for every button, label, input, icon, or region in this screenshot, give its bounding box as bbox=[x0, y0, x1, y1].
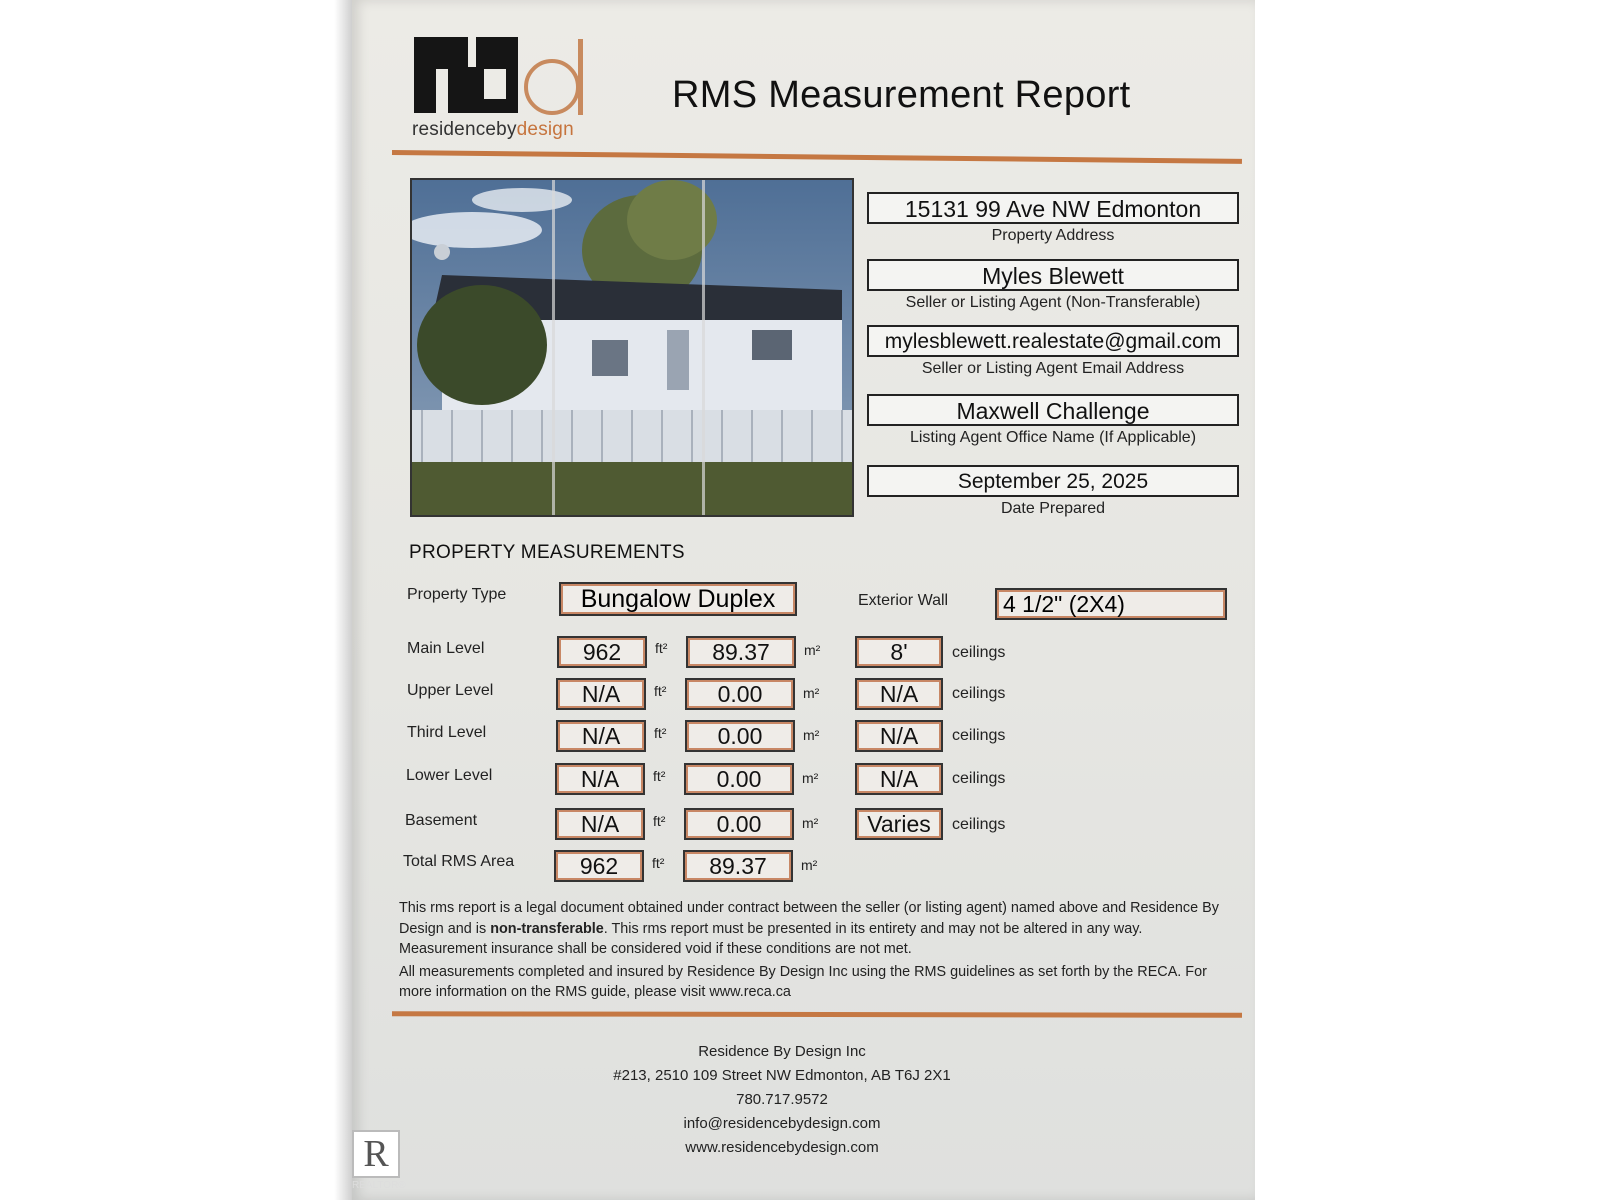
third-level-ceiling: N/A bbox=[855, 720, 943, 752]
total-rms-m2: 89.37 bbox=[683, 850, 793, 882]
seller-agent-label: Seller or Listing Agent (Non-Transferable) bbox=[905, 294, 1201, 311]
upper-level-ceilings-word: ceilings bbox=[952, 685, 1006, 702]
realtor-badge bbox=[352, 1130, 404, 1198]
property-type-label: Property Type bbox=[407, 586, 507, 603]
upper-level-ft-unit: ft² bbox=[654, 683, 667, 699]
logo-wordmark: residencebydesign bbox=[412, 119, 574, 140]
basement-label: Basement bbox=[405, 812, 478, 829]
lower-level-ft2: N/A bbox=[555, 763, 645, 795]
report-title: RMS Measurement Report bbox=[672, 74, 1131, 116]
footer-email: info@residencebydesign.com bbox=[683, 1115, 881, 1132]
upper-level-ft2: N/A bbox=[556, 678, 646, 710]
date-prepared-value: September 25, 2025 bbox=[867, 465, 1239, 497]
basement-m-unit: m² bbox=[802, 815, 819, 831]
main-level-label: Main Level bbox=[407, 640, 485, 657]
total-rms-ft-unit: ft² bbox=[652, 855, 665, 871]
rbd-logo bbox=[412, 35, 602, 145]
seller-agent-field bbox=[867, 259, 1239, 312]
date-prepared-label: Date Prepared bbox=[1000, 500, 1106, 517]
third-level-ceilings-word: ceilings bbox=[952, 727, 1006, 744]
right-margin bbox=[1255, 0, 1600, 1200]
exterior-wall-label: Exterior Wall bbox=[858, 592, 949, 609]
lower-level-m2: 0.00 bbox=[684, 763, 794, 795]
property-address-field bbox=[867, 192, 1239, 245]
seller-agent-value: Myles Blewett bbox=[867, 259, 1239, 291]
realtor-icon: R bbox=[352, 1130, 400, 1178]
footer-phone: 780.717.9572 bbox=[736, 1091, 828, 1108]
third-level-ft-unit: ft² bbox=[654, 725, 667, 741]
agent-email-label: Seller or Listing Agent Email Address bbox=[921, 360, 1185, 377]
divider-top bbox=[392, 150, 1242, 164]
upper-level-label: Upper Level bbox=[407, 682, 494, 699]
upper-level-ceiling: N/A bbox=[855, 678, 943, 710]
footer-company: Residence By Design Inc bbox=[698, 1043, 866, 1060]
property-type-value: Bungalow Duplex bbox=[559, 582, 797, 616]
third-level-m-unit: m² bbox=[803, 727, 820, 743]
total-rms-ft2: 962 bbox=[554, 850, 644, 882]
office-name-label: Listing Agent Office Name (If Applicable) bbox=[909, 429, 1197, 446]
main-level-ft2: 962 bbox=[557, 636, 647, 668]
report-sheet bbox=[352, 0, 1255, 1200]
basement-ceiling: Varies bbox=[855, 808, 943, 840]
disclaimer-paragraph-1: This rms report is a legal document obtained under contract between the seller (or listing agent) named above and Residence By Design and is non-transferable. This rms report must be presented in its entirety and may not be altered in any way. Measurement insurance shall be considered void if these conditions are not met. bbox=[399, 900, 1219, 957]
lower-level-ceilings-word: ceilings bbox=[952, 770, 1006, 787]
total-rms-m-unit: m² bbox=[801, 857, 818, 873]
lower-level-label: Lower Level bbox=[406, 767, 493, 784]
main-level-m-unit: m² bbox=[804, 642, 821, 658]
property-address-value: 15131 99 Ave NW Edmonton bbox=[867, 192, 1239, 224]
third-level-label: Third Level bbox=[407, 724, 487, 741]
exterior-wall-value: 4 1/2" (2X4) bbox=[995, 588, 1227, 620]
office-name-field bbox=[867, 394, 1239, 447]
realtor-label: REALTOR® bbox=[352, 1180, 406, 1191]
main-level-ceiling: 8' bbox=[855, 636, 943, 668]
footer-address: #213, 2510 109 Street NW Edmonton, AB T6J 2X1 bbox=[613, 1067, 951, 1084]
total-rms-label: Total RMS Area bbox=[403, 853, 515, 870]
measurements-title: PROPERTY MEASUREMENTS bbox=[409, 542, 685, 563]
lower-level-ft-unit: ft² bbox=[653, 768, 666, 784]
main-level-m2: 89.37 bbox=[686, 636, 796, 668]
left-margin bbox=[0, 0, 352, 1200]
disclaimer bbox=[399, 898, 1234, 1005]
basement-m2: 0.00 bbox=[684, 808, 794, 840]
property-address-label: Property Address bbox=[991, 227, 1115, 244]
divider-bottom bbox=[392, 1011, 1242, 1017]
property-photo bbox=[410, 178, 854, 517]
footer-website: www.residencebydesign.com bbox=[685, 1139, 879, 1156]
third-level-m2: 0.00 bbox=[685, 720, 795, 752]
main-level-ft-unit: ft² bbox=[655, 640, 668, 656]
main-level-ceilings-word: ceilings bbox=[952, 644, 1006, 661]
basement-ft-unit: ft² bbox=[653, 813, 666, 829]
third-level-ft2: N/A bbox=[556, 720, 646, 752]
office-name-value: Maxwell Challenge bbox=[867, 394, 1239, 426]
agent-email-field bbox=[867, 325, 1239, 378]
upper-level-m2: 0.00 bbox=[685, 678, 795, 710]
date-prepared-field bbox=[867, 465, 1239, 518]
basement-ceilings-word: ceilings bbox=[952, 816, 1006, 833]
upper-level-m-unit: m² bbox=[803, 685, 820, 701]
company-footer bbox=[452, 1040, 1112, 1160]
agent-email-value: mylesblewett.realestate@gmail.com bbox=[867, 325, 1239, 357]
rbd-logo-mark bbox=[412, 35, 602, 120]
lower-level-m-unit: m² bbox=[802, 770, 819, 786]
basement-ft2: N/A bbox=[555, 808, 645, 840]
disclaimer-paragraph-2: All measurements completed and insured by Residence By Design Inc using the RMS guidelines as set forth by the RECA. For more information on the RMS guide, please visit www.reca.ca bbox=[399, 963, 1207, 1000]
lower-level-ceiling: N/A bbox=[855, 763, 943, 795]
